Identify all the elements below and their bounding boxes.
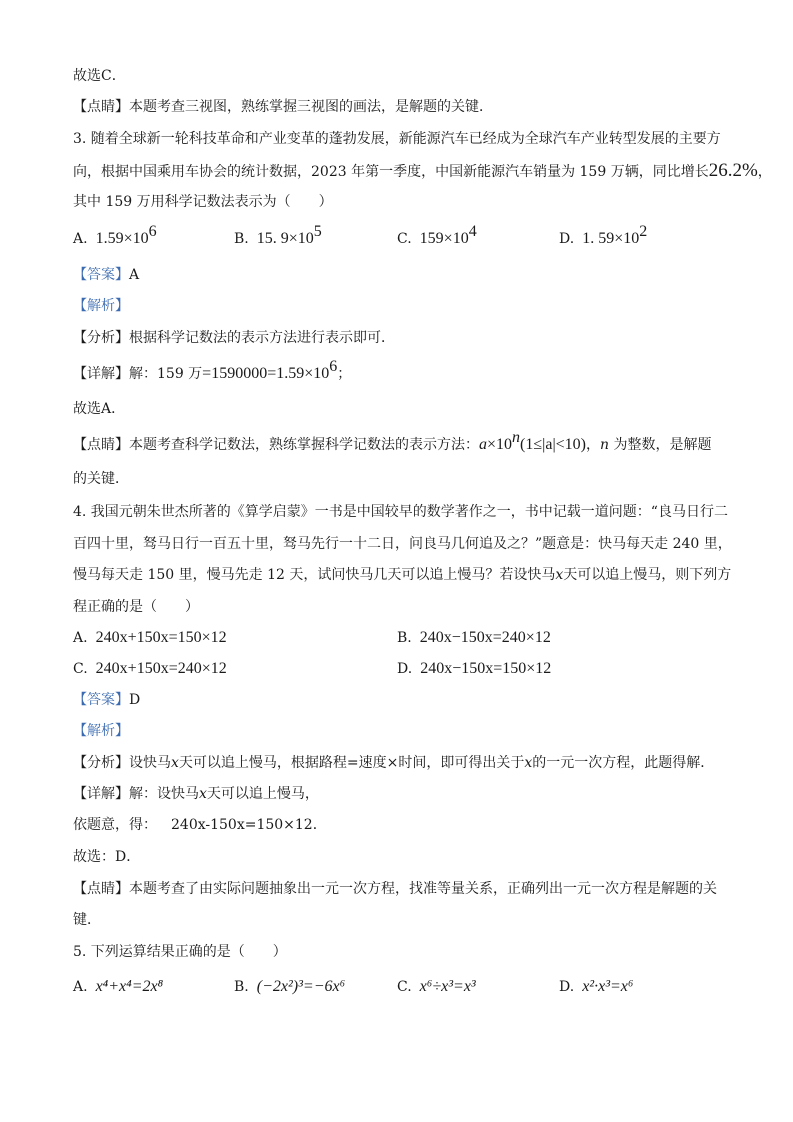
q3-option-a: A. $1.59\times 10^6$ [73, 223, 157, 247]
q4-stem-line3: 慢马每天走 150 里，慢马先走 12 天，试问快马几天可以追上慢马？若设快马x天可以追上慢马，则下列方 [73, 567, 732, 583]
q4-choose: 故选：D． [73, 849, 141, 865]
q4-equation: 依题意，得： 240x-150x=150×12． [73, 817, 327, 833]
q4-option-d: D. 240x−150x=150×12 [397, 660, 552, 677]
q3-choose: 故选A． [73, 401, 126, 417]
q5-option-a: A. x⁴+x⁴=2x⁸ [73, 978, 164, 995]
comment-line: 【点睛】本题考查三视图，熟练掌握三视图的画法，是解题的关键． [73, 99, 493, 115]
q3-stem-line2: 向，根据中国乘用车协会的统计数据，2023 年第一季度，中国新能源汽车销量为 159 万辆，同比增长26.2%， [73, 160, 772, 181]
q5-option-c: C. x⁶÷x³=x³ [397, 978, 476, 995]
q4-option-c: C. 240x+150x=240×12 [73, 660, 227, 677]
q3-answer: 【答案】A [73, 267, 140, 283]
choose-line: 故选C． [73, 68, 126, 84]
q4-analysis-tag: 【解析】 [73, 723, 129, 739]
q4-comment-line2: 键． [73, 912, 101, 928]
q3-stem-line1: 3. 随着全球新一轮科技革命和产业变革的蓬勃发展，新能源汽车已经成为全球汽车产业转型发展的主要方 [73, 131, 721, 147]
q5-option-b: B. (−2x²)³=−6x⁶ [234, 978, 346, 995]
q3-option-c: C. $159\times 10^4$ [397, 223, 477, 247]
q5-option-d: D. x²·x³=x⁶ [559, 978, 634, 995]
q4-stem-line4: 程正确的是（ ） [73, 599, 199, 615]
q4-option-a: A. 240x+150x=150×12 [73, 629, 227, 646]
q3-option-d: D. 1. $59\times 10^2$ [559, 223, 648, 247]
q3-comment-line2: 的关键． [73, 471, 129, 487]
q5-stem: 5. 下列运算结果正确的是（ ） [73, 944, 287, 960]
q4-option-b: B. 240x−150x=240×12 [397, 629, 551, 646]
q4-fenxi: 【分析】设快马x天可以追上慢马，根据路程=速度×时间，即可得出关于x的一元一次方程，此题得解． [73, 755, 715, 771]
q3-fenxi: 【分析】根据科学记数法的表示方法进行表示即可． [73, 330, 395, 346]
q3-analysis-tag: 【解析】 [73, 298, 129, 314]
q4-answer: 【答案】D [73, 692, 141, 708]
q3-detail: 【详解】解：159 万$=1590000=1.59\times 10^6$； [73, 358, 352, 382]
q4-stem-line2: 百四十里，驽马日行一百五十里，驽马先行一十二日，问良马几何追及之？”题意是：快马每天走 240 里， [73, 536, 732, 552]
q4-comment-line1: 【点睛】本题考查了由实际问题抽象出一元一次方程，找准等量关系，正确列出一元一次方程是解题的关 [73, 881, 717, 897]
q3-stem-line3: 其中 159 万用科学记数法表示为（ ） [73, 194, 333, 210]
q3-option-b: B. 15. $9\times 10^5$ [234, 223, 322, 247]
q4-stem-line1: 4. 我国元朝朱世杰所著的《算学启蒙》一书是中国较早的数学著作之一，书中记载一道问题：“良马日行二 [73, 504, 728, 520]
q3-comment-line1: 【点睛】本题考查科学记数法，熟练掌握科学记数法的表示方法：$a\times 10^n(1\le|a|<10)$，n 为整数，是解题 [73, 429, 712, 453]
q4-detail: 【详解】解：设快马x天可以追上慢马， [73, 786, 319, 802]
